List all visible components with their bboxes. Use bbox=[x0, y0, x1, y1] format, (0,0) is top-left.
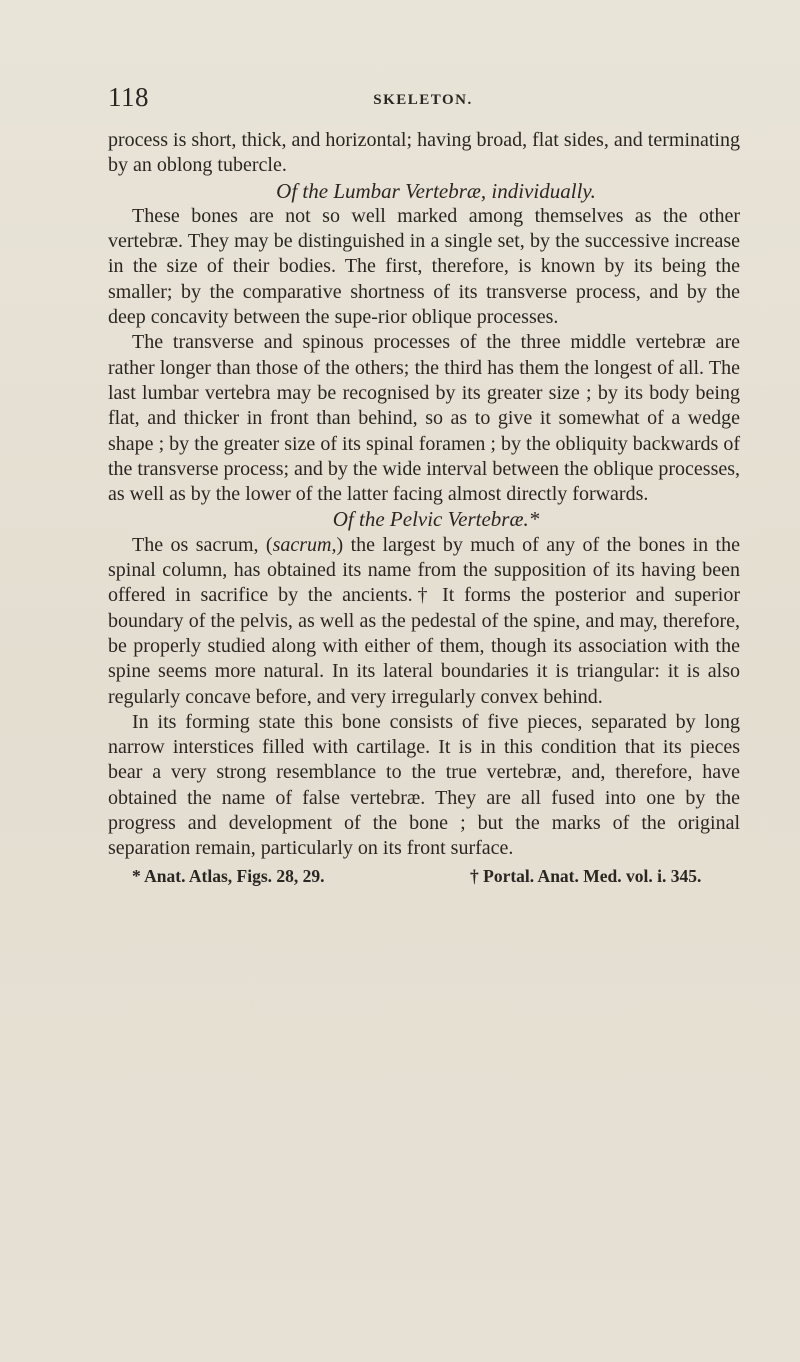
paragraph-4-part-b: ) the largest by much of any of the bones in the spinal column, has obtained its name from the supposition of its having been offered in sacrifice by the ancients.† It forms the posterior and superior boundary of the pelvis, as well as the pedestal of the spine, and may, therefore, be properly studied along with either of them, though its association with the spine seems more natural. In its lateral boundaries it is triangular: it is also regularly concave before, and very irregularly convex behind. bbox=[108, 533, 740, 708]
paragraph-3: The transverse and spinous processes of the three middle vertebræ are rather longer than those of the others; the third has them the longest of all. The last lumbar vertebra may be recognised by its greater size ; by its body being flat, and thicker in front than behind, so as to give it somewhat of a wedge shape ; by the greater size of its spinal foramen ; by the obliquity backwards of the transverse process; and by the wide interval between the oblique processes, as well as by the lower of the latter facing almost directly forwards. bbox=[108, 331, 741, 506]
footnote-1: * Anat. Atlas, Figs. 28, 29. bbox=[132, 865, 325, 886]
footnotes bbox=[108, 864, 740, 888]
paragraph-4 bbox=[108, 533, 740, 710]
paragraph-2: These bones are not so well marked among themselves as the other vertebræ. They may be distinguished in a single set, by the successive increase in the size of their bodies. The first, therefore, is known by its being the smaller; by the comparative shortness of its transverse process, and by the deep concavity between the supe-rior oblique processes. bbox=[108, 204, 740, 329]
section-heading-pelvic: Of the Pelvic Vertebræ.* bbox=[332, 507, 540, 532]
paragraph-4-italic: sacrum, bbox=[272, 533, 337, 556]
body-text bbox=[108, 128, 740, 888]
page-number: 118 bbox=[108, 82, 149, 112]
paragraph-1: process is short, thick, and horizontal; having broad, flat sides, and terminating by an oblong tubercle. bbox=[108, 129, 740, 177]
running-head-title: SKELETON. bbox=[373, 92, 473, 108]
running-head bbox=[108, 82, 738, 112]
paragraph-4-part-a: The os sacrum, ( bbox=[132, 533, 273, 556]
section-heading-lumbar: Of the Lumbar Vertebræ, individually. bbox=[276, 178, 596, 203]
footnote-2: † Portal. Anat. Med. vol. i. 345. bbox=[470, 865, 702, 886]
paragraph-5: In its forming state this bone consists of five pieces, separated by long narrow interstices filled with cartilage. It is in this condition that its pieces bear a very strong resemblance to the true vertebræ, and, therefore, have obtained the name of false vertebræ. They are all fused into one by the progress and development of the bone ; but the marks of the original separation remain, particularly on its front surface. bbox=[108, 710, 740, 860]
